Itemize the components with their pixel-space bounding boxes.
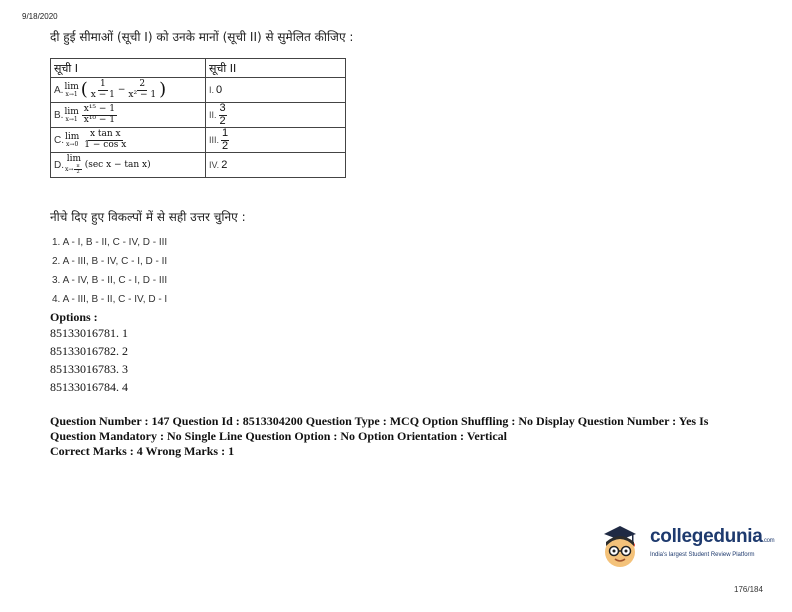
logo-wordmark: collegedunia.com xyxy=(650,526,775,547)
metadata-line-2: Question Mandatory : No Single Line Question Option : No Option Orientation : Vertical xyxy=(50,429,508,443)
value-iii: III. 1 2 xyxy=(206,128,346,153)
page-number: 176/184 xyxy=(734,585,763,594)
expression-c: C. lim x→0 $\frac{\text{x tan x}}{\text{1 − cos x}}$ xyxy=(51,128,206,153)
table-row xyxy=(51,153,346,178)
collegedunia-logo xyxy=(598,522,775,572)
value-iv: IV. 2 xyxy=(206,153,346,178)
table-row xyxy=(51,78,346,103)
answer-choice-4: 4. A - III, B - II, C - IV, D - I xyxy=(52,294,168,305)
option-id-1: 85133016781. 1 xyxy=(50,326,128,340)
expression-a: A. lim x→1 ( $\frac{1}{x - 1}$ − $\frac{2}{\text{x² − 1}}$ ) xyxy=(51,78,206,103)
answer-choice-1: 1. A - I, B - II, C - IV, D - III xyxy=(52,237,168,248)
answer-choice-2: 2. A - III, B - IV, C - I, D - II xyxy=(52,256,168,267)
table-row xyxy=(51,128,346,153)
options-heading: Options : xyxy=(50,310,98,324)
expression-b: B. lim x→1 $\frac{\text{x¹⁵ − 1}}{\text{x¹⁰ − 1}}$ xyxy=(51,103,206,128)
list-2-header: सूची II xyxy=(206,59,346,78)
match-table xyxy=(50,58,346,178)
option-id-2: 85133016782. 2 xyxy=(50,344,128,358)
value-ii: II. 3 2 xyxy=(206,103,346,128)
expression-d: D. lim x→ $\frac{\pi}{2}$ (sec x − tan x) xyxy=(51,153,206,178)
mascot-icon xyxy=(598,522,648,572)
print-date: 9/18/2020 xyxy=(22,12,58,21)
table-header-row xyxy=(51,59,346,78)
metadata-line-3: Correct Marks : 4 Wrong Marks : 1 xyxy=(50,444,235,458)
question-metadata xyxy=(50,414,750,459)
table-row xyxy=(51,103,346,128)
answer-choice-3: 3. A - IV, B - II, C - I, D - III xyxy=(52,275,168,286)
metadata-line-1: Question Number : 147 Question Id : 8513304200 Question Type : MCQ Option Shuffling : No Display Question Number : Yes Is xyxy=(50,414,709,428)
list-1-header: सूची I xyxy=(51,59,206,78)
answer-choices xyxy=(52,236,167,312)
question-instruction: दी हुई सीमाओं (सूची I) को उनके मानों (सूची II) से सुमेलित कीजिए : xyxy=(50,30,354,44)
option-id-4: 85133016784. 4 xyxy=(50,380,128,394)
value-i: I. 0 xyxy=(206,78,346,103)
choose-instruction: नीचे दिए हुए विकल्पों में से सही उत्तर चुनिए : xyxy=(50,210,246,224)
logo-tagline: India's largest Student Review Platform xyxy=(650,552,755,558)
option-id-3: 85133016783. 3 xyxy=(50,362,128,376)
